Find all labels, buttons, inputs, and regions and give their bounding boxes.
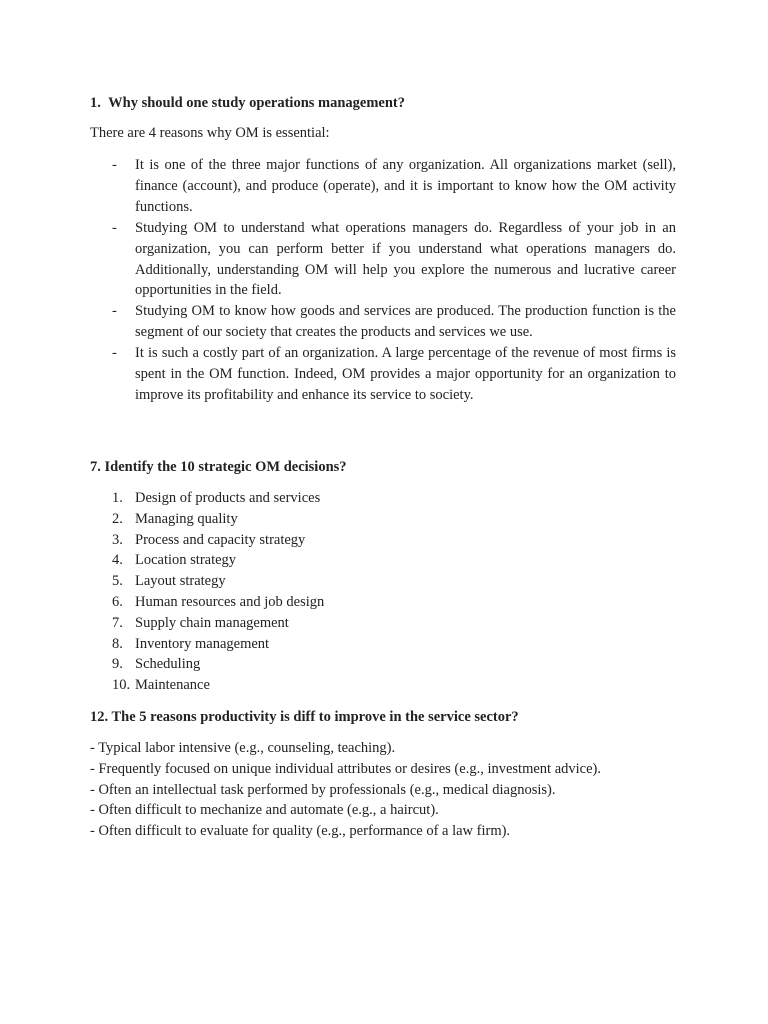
list-item: - Typical labor intensive (e.g., counseling, teaching).: [90, 740, 396, 756]
section-12-heading: 12. The 5 reasons productivity is diff to improve in the service sector?: [90, 709, 519, 725]
list-item-text: Process and capacity strategy: [135, 531, 306, 548]
list-item: - Often difficult to evaluate for quality (e.g., performance of a law firm).: [90, 823, 511, 840]
list-item-text: Location strategy: [135, 552, 237, 569]
list-item: [112, 301, 676, 343]
list-number: 8.: [112, 635, 123, 652]
list-number: 3.: [112, 531, 123, 548]
list-item-text: Managing quality: [135, 510, 238, 527]
list-item: [112, 218, 676, 302]
list-item: [112, 592, 324, 613]
section-7-decisions-list: [112, 488, 324, 696]
list-item: [112, 530, 324, 551]
section-1-heading: 1. Why should one study operations management?: [90, 95, 406, 111]
list-item-text: Inventory management: [135, 635, 270, 652]
list-item: [112, 509, 324, 530]
list-item-text: Supply chain management: [135, 614, 289, 631]
list-item: [112, 571, 324, 592]
list-number: 5.: [112, 573, 123, 590]
section-12-reasons-list: [90, 738, 601, 842]
list-item: [112, 634, 324, 655]
list-item-text: Design of products and services: [135, 490, 321, 506]
list-number: 7.: [112, 614, 123, 631]
list-item-text: Maintenance: [135, 677, 210, 694]
list-item-text: It is one of the three major functions of any organization. All organizations market (sell), finance (account), and produce (operate), and it is important to know how the OM activity functions.: [135, 157, 676, 215]
list-item-text: Layout strategy: [135, 573, 226, 590]
list-item-text: It is such a costly part of an organization. A large percentage of the revenue of most firms is spent in the OM function. Indeed, OM provides a major opportunity for an organization to improve its profitability and enhance its service to society.: [135, 345, 676, 403]
list-item: [112, 654, 324, 675]
list-item-text: Studying OM to understand what operations managers do. Regardless of your job in an organization, you can perform better if you understand what operations managers do. Additionally, understanding OM will help you explore the numerous and lucrative career opportunities in the field.: [135, 219, 676, 299]
list-item: - Frequently focused on unique individual attributes or desires (e.g., investment advice).: [90, 760, 601, 777]
section-7-heading: 7. Identify the 10 strategic OM decisions?: [90, 459, 347, 475]
list-item-text: Studying OM to know how goods and services are produced. The production function is the segment of our society that creates the products and services we use.: [135, 303, 676, 341]
list-item: - Often difficult to mechanize and automate (e.g., a haircut).: [90, 802, 439, 819]
list-item: [112, 488, 324, 509]
list-item: [112, 550, 324, 571]
list-item: [112, 343, 676, 406]
list-number: 9.: [112, 656, 123, 673]
list-number: 2.: [112, 510, 123, 527]
list-item: [112, 613, 324, 634]
bullet-dash: -: [112, 345, 117, 362]
list-item-text: Scheduling: [135, 656, 201, 673]
list-number: 4.: [112, 552, 123, 569]
list-number: 6.: [112, 593, 123, 610]
list-item-text: Human resources and job design: [135, 593, 325, 610]
bullet-dash: -: [112, 219, 117, 236]
section-1-reasons-list: [112, 155, 676, 406]
bullet-dash: -: [112, 157, 117, 173]
list-item: - Often an intellectual task performed by professionals (e.g., medical diagnosis).: [90, 781, 556, 798]
bullet-dash: -: [112, 303, 117, 320]
list-number: 1.: [112, 490, 123, 506]
list-item: [112, 675, 324, 696]
section-1-intro: There are 4 reasons why OM is essential:: [90, 125, 330, 141]
list-number: 10.: [112, 677, 131, 694]
list-item: [112, 155, 676, 218]
